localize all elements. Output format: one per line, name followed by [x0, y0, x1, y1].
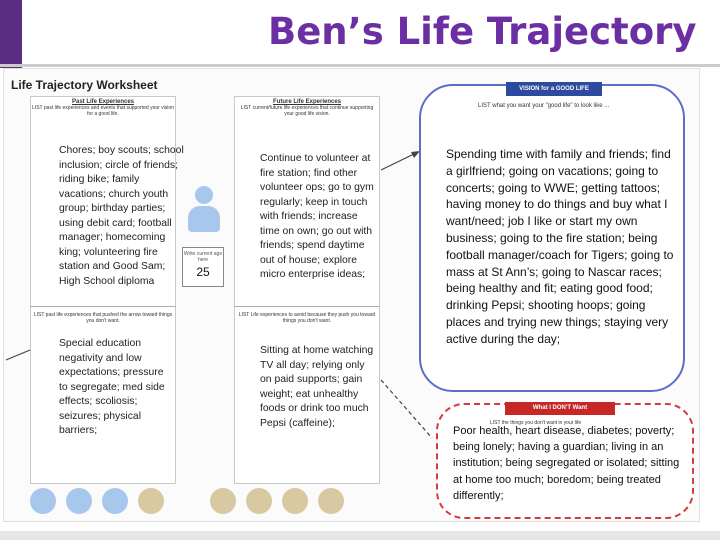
future-header-text: LIST current/future life experiences that continue supporting your good life vision.	[240, 105, 374, 117]
future-good-text: Continue to volunteer at fire station; find other volunteer ops; go to gym regularly; keep in touch with friends; increase time on own; go out with friends; spend daytime out of house; explore micro enterprise ideas;	[260, 153, 374, 280]
life-stage-icon	[318, 488, 344, 514]
vision-text: Spending time with family and friends; find a girlfriend; going on vacations; going to concerts; going to WWE; getting tattoos; having money to do things and buy what I want/need; job I like or start my own business; going to the fire station; being football manager/coach for Tigers; going to mass at St Ann’s; going to Nascar races; being healthy and fit; eating good food; drinking Pepsi; shooting hoops; going places and trying new things; staying very active during the day;	[446, 147, 674, 346]
past-header-title: Past Life Experiences	[71, 99, 135, 105]
bottom-rule	[0, 531, 720, 540]
dont-want-subtitle: LIST the things you don't want in your life	[490, 420, 582, 426]
past-good-text: Chores; boy scouts; school inclusion; circle of friends; riding bike; family vacations; church youth group; birthday parties; using debit card; football manager; homecoming king; volunteering fire station and Good Sam; High School diploma	[59, 145, 184, 287]
life-stage-icon	[30, 488, 56, 514]
future-divider	[234, 306, 380, 307]
accent-stripe	[0, 0, 22, 68]
dont-want-banner: What I DON'T Want	[505, 402, 615, 415]
current-age-label: Write current age here	[183, 251, 223, 263]
life-stage-icon	[210, 488, 236, 514]
past-header-text: LIST past life experiences and events that supported your vision for a good life.	[32, 105, 174, 117]
life-stage-icon	[66, 488, 92, 514]
title-divider	[0, 64, 720, 67]
future-header	[236, 99, 378, 117]
past-bad-text: Special education negativity and low expectations; pressure to segregate; med side effects; scoliosis; seizures; physical barriers;	[59, 338, 165, 436]
past-divider	[30, 306, 176, 307]
life-stage-icon	[102, 488, 128, 514]
past-bad-header: LIST past life experiences that pushed the arrow toward things you don't want.	[33, 312, 173, 324]
life-stage-icon	[282, 488, 308, 514]
current-age-box	[182, 247, 224, 287]
future-header-title: Future Life Experiences	[272, 99, 342, 105]
future-bad-header: LIST Life experiences to avoid because they push you toward things you don't want.	[238, 312, 376, 324]
worksheet-title: Life Trajectory Worksheet	[11, 78, 158, 92]
future-bad-text: Sitting at home watching TV all day; relying only on paid supports; gain weight; eat unhealthy foods or drink too much Pepsi (caffeine);	[260, 345, 374, 429]
dont-want-text: Poor health, heart disease, diabetes; poverty; being lonely; having a guardian; living in an institution; being segregated or isolated; sitting at home too much; boredom; being treated differently;	[453, 425, 680, 502]
life-stage-icon	[246, 488, 272, 514]
life-stage-icon	[138, 488, 164, 514]
past-header	[32, 99, 174, 117]
person-head	[195, 186, 213, 204]
vision-subtitle: LIST what you want your "good life" to look like ...	[478, 103, 610, 109]
vision-banner: VISION for a GOOD LIFE	[506, 82, 602, 96]
current-age-value: 25	[196, 265, 210, 279]
slide-title: Ben’s Life Trajectory	[268, 10, 697, 53]
person-body	[188, 206, 220, 232]
